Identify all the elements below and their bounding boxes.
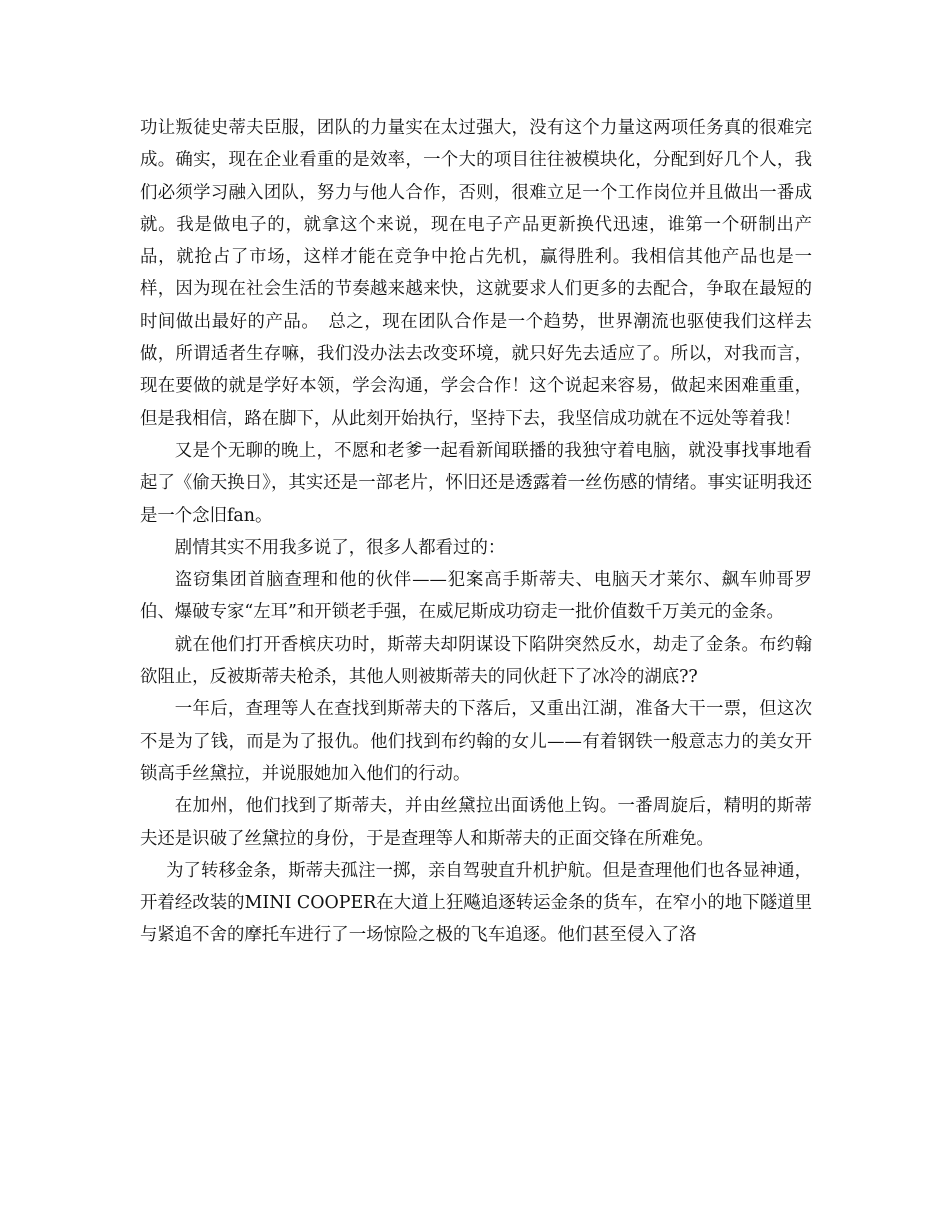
document-body bbox=[140, 112, 812, 952]
paragraph-5: 就在他们打开香槟庆功时，斯蒂夫却阴谋设下陷阱突然反水，劫走了金条。布约翰欲阻止，反被斯蒂夫枪杀，其他人则被斯蒂夫的同伙赶下了冰冷的湖底?? bbox=[140, 634, 812, 688]
paragraph-2: 又是个无聊的晚上，不愿和老爹一起看新闻联播的我独守着电脑，就没事找事地看起了《偷天换日》，其实还是一部老片，怀旧还是透露着一丝伤感的情绪。事实证明我还是一个念旧fan。 bbox=[140, 440, 812, 526]
paragraph-7: 在加州，他们找到了斯蒂夫，并由丝黛拉出面诱他上钩。一番周旋后，精明的斯蒂夫还是识破了丝黛拉的身份，于是查理等人和斯蒂夫的正面交锋在所难免。 bbox=[140, 796, 812, 849]
paragraph-3: 剧情其实不用我多说了，很多人都看过的： bbox=[174, 537, 506, 558]
paragraph-1: 功让叛徒史蒂夫臣服，团队的力量实在太过强大，没有这个力量这两项任务真的很难完成。确实，现在企业看重的是效率，一个大的项目往往被模块化，分配到好几个人，我们必须学习融入团队，努力与他人合作，否则，很难立足一个工作岗位并且做出一番成就。我是做电子的，就拿这个来说，现在电子产品更新换代迅速，谁第一个研制出产品，就抢占了市场，这样才能在竞争中抢占先机，赢得胜利。我相信其他产品也是一样，因为现在社会生活的节奏越来越来快，这就要求人们更多的去配合，争取在最短的时间做出最好的产品。 总之，现在团队合作是一个趋势，世界潮流也驱使我们这样去做，所谓适者生存嘛，我们没办法去改变环境，就只好先去适应了。所以，对我而言，现在要做的就是学好本领，学会沟通，学会合作！这个说起来容易，做起来困难重重，但是我相信，路在脚下，从此刻开始执行，坚持下去，我坚信成功就在不远处等着我！ bbox=[140, 118, 812, 429]
paragraph-6: 一年后，查理等人在查找到斯蒂夫的下落后，又重出江湖，准备大干一票，但这次不是为了钱，而是为了报仇。他们找到布约翰的女儿——有着钢铁一般意志力的美女开锁高手丝黛拉，并说服她加入他们的行动。 bbox=[140, 699, 812, 784]
paragraph-4: 盗窃集团首脑查理和他的伙伴——犯案高手斯蒂夫、电脑天才莱尔、飙车帅哥罗伯、爆破专家“左耳”和开锁老手强，在威尼斯成功窃走一批价值数千万美元的金条。 bbox=[140, 570, 812, 623]
paragraph-8: 为了转移金条，斯蒂夫孤注一掷，亲自驾驶直升机护航。但是查理他们也各显神通，开着经改装的MINI COOPER在大道上狂飚追逐转运金条的货车，在窄小的地下隧道里与紧追不舍的摩托车进行了一场惊险之极的飞车追逐。他们甚至侵入了洛 bbox=[140, 860, 812, 946]
